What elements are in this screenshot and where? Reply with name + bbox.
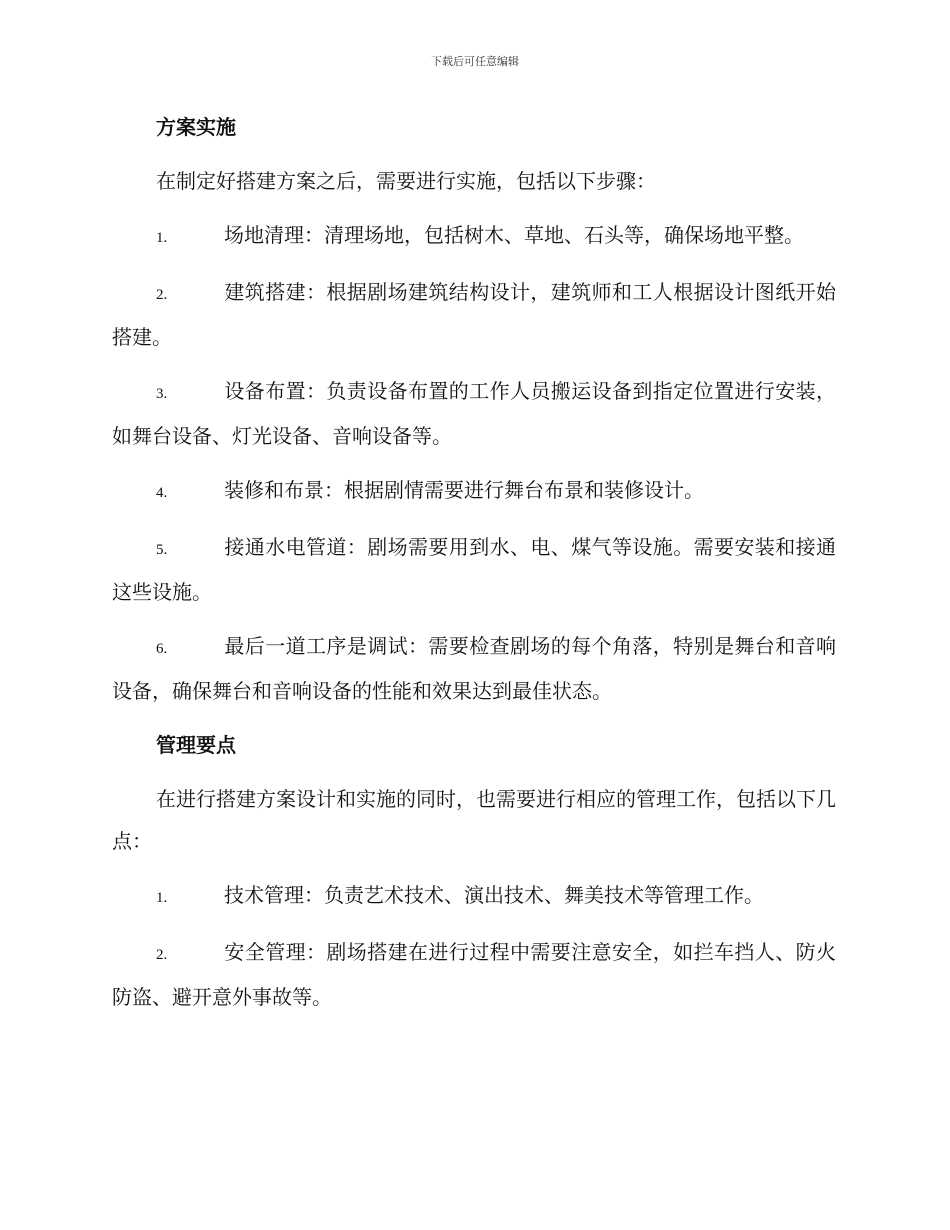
list-item — [112, 370, 836, 457]
section-intro-management: 在进行搭建方案设计和实施的同时，也需要进行相应的管理工作，包括以下几点： — [112, 787, 836, 853]
list-item-number: 1. — [156, 230, 168, 246]
list-item — [112, 526, 836, 613]
list-item-number: 6. — [156, 641, 168, 657]
list-item-number: 4. — [156, 485, 168, 501]
list-item — [112, 214, 836, 259]
list-item-number: 1. — [156, 890, 168, 906]
list-item-text: 建筑搭建：根据剧场建筑结构设计，建筑师和工人根据设计图纸开始搭建。 — [112, 280, 836, 349]
document-body — [112, 106, 836, 1030]
list-item-text: 接通水电管道：剧场需要用到水、电、煤气等设施。需要安装和接通这些设施。 — [112, 535, 836, 604]
list-item-text: 最后一道工序是调试：需要检查剧场的每个角落，特别是舞台和音响设备，确保舞台和音响设备的性能和效果达到最佳状态。 — [112, 634, 836, 703]
list-item-number: 5. — [156, 542, 168, 558]
list-item — [112, 625, 836, 712]
list-item — [112, 469, 836, 514]
list-item-number: 3. — [156, 386, 168, 402]
section-intro-implementation: 在制定好搭建方案之后，需要进行实施，包括以下步骤： — [156, 169, 656, 193]
list-item-text: 装修和布景：根据剧情需要进行舞台布景和装修设计。 — [224, 478, 704, 502]
section-heading-implementation: 方案实施 — [156, 115, 236, 139]
list-item-number: 2. — [156, 947, 168, 963]
list-item-text: 安全管理：剧场搭建在进行过程中需要注意安全，如拦车挡人、防火防盗、避开意外事故等。 — [112, 940, 836, 1009]
list-item-text: 设备布置：负责设备布置的工作人员搬运设备到指定位置进行安装，如舞台设备、灯光设备、音响设备等。 — [112, 379, 836, 448]
list-item-number: 2. — [156, 287, 168, 303]
list-item-text: 技术管理：负责艺术技术、演出技术、舞美技术等管理工作。 — [224, 883, 764, 907]
list-item — [112, 874, 836, 919]
page-header: 下载后可任意编辑 — [431, 55, 519, 68]
section-heading-management: 管理要点 — [156, 733, 236, 757]
list-item-text: 场地清理：清理场地，包括树木、草地、石头等，确保场地平整。 — [224, 223, 804, 247]
list-item — [112, 271, 836, 358]
list-item — [112, 931, 836, 1018]
